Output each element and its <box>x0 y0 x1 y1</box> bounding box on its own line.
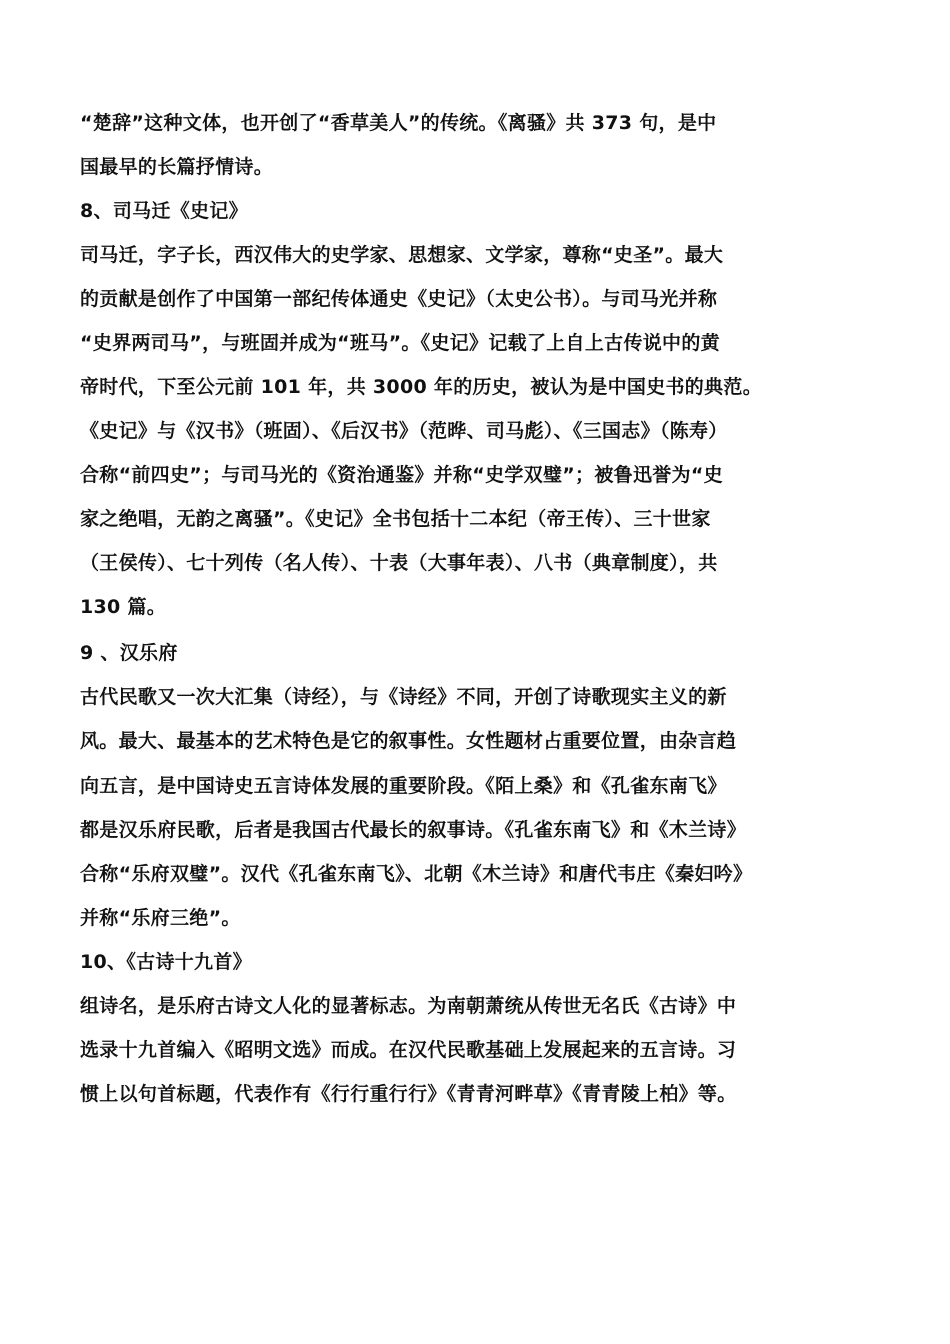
text-line: 合称“乐府双璧”。汉代《孔雀东南飞》、北朝《木兰诗》和唐代韦庄《秦妇吟》 <box>80 863 753 885</box>
text-line: 并称“乐府三绝”。 <box>80 907 241 929</box>
text-line: 家之绝唱，无韵之离骚”。《史记》全书包括十二本纪（帝王传）、三十世家 <box>80 508 711 530</box>
text-line: 都是汉乐府民歌，后者是我国古代最长的叙事诗。《孔雀东南飞》和《木兰诗》 <box>80 819 747 841</box>
text-line: 向五言，是中国诗史五言诗体发展的重要阶段。《陌上桑》和《孔雀东南飞》 <box>80 775 727 797</box>
text-line: “史界两司马”，与班固并成为“班马”。《史记》记载了上自上古传说中的黄 <box>80 332 720 354</box>
text-line: 司马迁，字子长，西汉伟大的史学家、思想家、文学家，尊称“史圣”。最大 <box>80 244 724 266</box>
text-line: “楚辞”这种文体，也开创了“香草美人”的传统。《离骚》共 373 句，是中 <box>80 112 717 134</box>
text-line: 《史记》与《汉书》（班固）、《后汉书》（范晔、司马彪）、《三国志》（陈寿） <box>80 420 728 442</box>
section-heading: 10、《古诗十九首》 <box>80 951 252 973</box>
text-line: 选录十九首编入《昭明文选》而成。在汉代民歌基础上发展起来的五言诗。习 <box>80 1039 737 1061</box>
text-line: 惯上以句首标题，代表作有《行行重行行》《青青河畔草》《青青陵上柏》等。 <box>80 1083 737 1105</box>
text-line: 130 篇。 <box>80 596 167 618</box>
text-line: （王侯传）、七十列传（名人传）、十表（大事年表）、八书（典章制度），共 <box>80 552 718 574</box>
section-heading: 9 、汉乐府 <box>80 642 178 664</box>
text-line: 的贡献是创作了中国第一部纪传体通史《史记》（太史公书）。与司马光并称 <box>80 288 718 310</box>
text-line: 帝时代，下至公元前 101 年，共 3000 年的历史，被认为是中国史书的典范。 <box>80 376 763 398</box>
section-heading: 8、司马迁《史记》 <box>80 200 248 222</box>
text-line: 组诗名，是乐府古诗文人化的显著标志。为南朝萧统从传世无名氏《古诗》中 <box>80 995 737 1017</box>
text-line: 风。最大、最基本的艺术特色是它的叙事性。女性题材占重要位置，由杂言趋 <box>80 730 737 752</box>
text-line: 古代民歌又一次大汇集（诗经），与《诗经》不同，开创了诗歌现实主义的新 <box>80 686 727 708</box>
text-line: 合称“前四史”；与司马光的《资治通鉴》并称“史学双璧”；被鲁迅誉为“史 <box>80 464 723 486</box>
text-line: 国最早的长篇抒情诗。 <box>80 156 274 178</box>
